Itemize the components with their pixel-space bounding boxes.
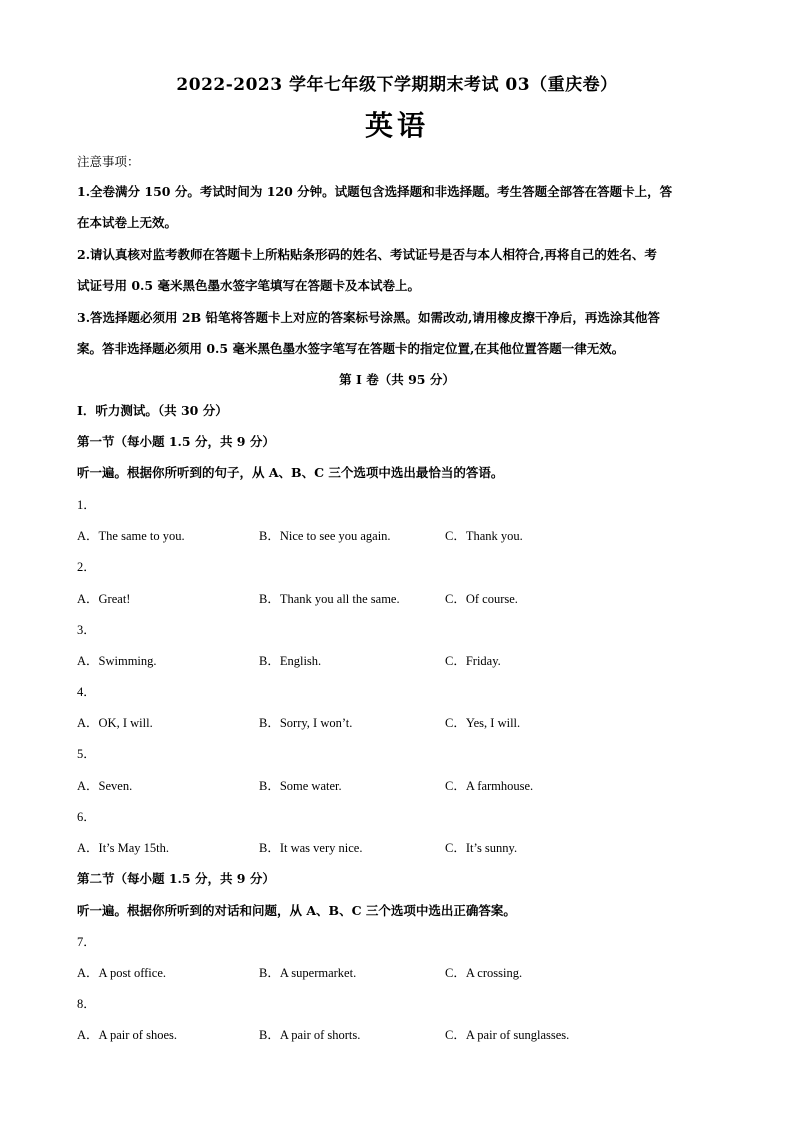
option-a: A．The same to you. xyxy=(77,529,185,543)
note-3-line-2: 案。答非选择题必须用 0.5 毫米黑色墨水签字笔写在答题卡的指定位置,在其他位置答题一律无效。 xyxy=(77,341,625,356)
note-1-line-1: 1.全卷满分 150 分。考试时间为 120 分钟。试题包含选择题和非选择题。考生答题全部答在答题卡上，答 xyxy=(77,184,673,199)
option-b: B．A supermarket. xyxy=(259,966,357,980)
option-a: A．A post office. xyxy=(77,966,166,980)
option-b: B．Some water. xyxy=(259,779,342,793)
part1-heading: Ⅰ．听力测试。（共 30 分） xyxy=(77,403,228,418)
option-a: A．A pair of shoes. xyxy=(77,1028,177,1042)
question-number: 2． xyxy=(77,560,96,574)
option-c: C．It’s sunny. xyxy=(445,841,518,855)
question-number: 6． xyxy=(77,810,96,824)
option-a: A．Swimming. xyxy=(77,654,157,668)
note-1-line-2: 在本试卷上无效。 xyxy=(77,215,178,230)
option-c: C．A farmhouse. xyxy=(445,779,534,793)
section2-instruction: 听一遍。根据你所听到的对话和问题，从 A、B、C 三个选项中选出正确答案。 xyxy=(77,903,516,918)
volume-heading: 第 I 卷（共 95 分） xyxy=(339,372,455,387)
option-b: B．English. xyxy=(259,654,322,668)
option-c: C．Yes, I will. xyxy=(445,716,521,730)
option-c: C．Of course. xyxy=(445,592,518,606)
option-a: A．It’s May 15th. xyxy=(77,841,170,855)
option-a: A．Seven. xyxy=(77,779,133,793)
notes-heading: 注意事项： xyxy=(77,154,140,169)
option-b: B．Thank you all the same. xyxy=(259,592,400,606)
note-3-line-1: 3.答选择题必须用 2B 铅笔将答题卡上对应的答案标号涂黑。如需改动,请用橡皮擦干净后，再选涂其他答 xyxy=(77,310,660,325)
option-b: B．Sorry, I won’t. xyxy=(259,716,353,730)
option-a: A．OK, I will. xyxy=(77,716,153,730)
option-c: C．A crossing. xyxy=(445,966,523,980)
option-c: C．Thank you. xyxy=(445,529,523,543)
question-number: 7． xyxy=(77,935,96,949)
question-number: 5． xyxy=(77,747,96,761)
subject-title: 英语 xyxy=(364,109,429,142)
note-2-line-2: 试证号用 0.5 毫米黑色墨水签字笔填写在答题卡及本试卷上。 xyxy=(77,278,420,293)
question-number: 3． xyxy=(77,623,96,637)
option-b: B．Nice to see you again. xyxy=(259,529,391,543)
section1-heading: 第一节（每小题 1.5 分，共 9 分） xyxy=(77,434,275,449)
option-c: C．Friday. xyxy=(445,654,501,668)
option-c: C．A pair of sunglasses. xyxy=(445,1028,570,1042)
question-number: 4． xyxy=(77,685,96,699)
question-number: 8． xyxy=(77,997,96,1011)
option-a: A．Great! xyxy=(77,592,131,606)
section1-instruction: 听一遍。根据你所听到的句子，从 A、B、C 三个选项中选出最恰当的答语。 xyxy=(77,465,504,480)
option-b: B．It was very nice. xyxy=(259,841,363,855)
note-2-line-1: 2.请认真核对监考教师在答题卡上所粘贴条形码的姓名、考试证号是否与本人相符合,再将自己的姓名、考 xyxy=(77,247,657,262)
option-b: B．A pair of shorts. xyxy=(259,1028,361,1042)
exam-title: 2022-2023 学年七年级下学期期末考试 03（重庆卷） xyxy=(176,75,618,95)
section2-heading: 第二节（每小题 1.5 分，共 9 分） xyxy=(77,871,275,886)
question-number: 1． xyxy=(77,498,96,512)
